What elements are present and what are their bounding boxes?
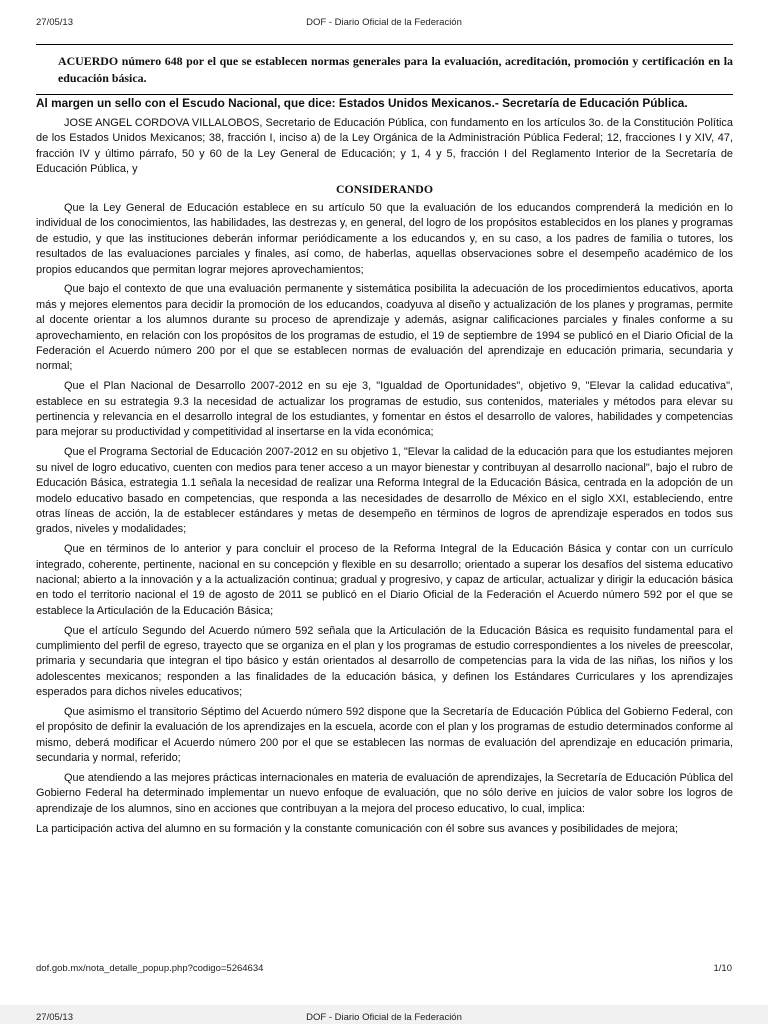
considerando-paragraph: Que el Programa Sectorial de Educación 2007-2012 en su objetivo 1, "Elevar la calidad de la educación para que los estudiantes mejoren su nivel de logro educativo, cuenten con medios para tener acceso a un mayor bienestar y contribuyan al desarrollo nacional", bajo el rubro de Educación Básica, estrategia 1.1 señala la necesidad de realizar una Reforma Integral de la Educación Básica, centrada en la adopción de un modelo educativo basado en competencias, que responda a las necesidades de desarrollo de México en el siglo XXI, estableciendo, entre otras líneas de acción, la de establecer estándares y metas de desempeño en términos de logros de aprendizaje esperados en todos sus grados, niveles y modalidades;	[36, 446, 733, 536]
considerando-paragraph: Que la Ley General de Educación establece en su artículo 50 que la evaluación de los educandos comprenderá la medición en lo individual de los conocimientos, las habilidades, las destrezas y, en general, del logro de los propósitos establecidos en los planes y programas de estudio, y que las instituciones deberán informar periódicamente a los educandos y, en su caso, a los padres de familia o tutores, los resultados de las evaluaciones parciales y finales, así como, de haberlas, aquellas observaciones sobre el desempeño académico de los propios educandos que permitan lograr mejores aprovechamientos;	[36, 202, 733, 276]
next-page-print-date: 27/05/13	[36, 1012, 73, 1023]
document-body	[36, 116, 733, 841]
considerando-paragraph: Que el Plan Nacional de Desarrollo 2007-2012 en su eje 3, "Igualdad de Oportunidades", objetivo 9, "Elevar la calidad educativa", establece en su estrategia 9.3 la necesidad de actualizar los programas de estudio, sus contenidos, materiales y métodos para elevar su pertinencia y relevancia en el desarrollo integral de los estudiantes, y fomentar en éstos el desarrollo de valores, habilidades y competencias para mejorar su productividad y competitividad al insertarse en la vida económica;	[36, 380, 733, 439]
print-header-title: DOF - Diario Oficial de la Federación	[306, 17, 462, 28]
next-page-header-title: DOF - Diario Oficial de la Federación	[306, 1012, 462, 1023]
seal-line: Al margen un sello con el Escudo Nacional, que dice: Estados Unidos Mexicanos.- Secretaría de Educación Pública.	[36, 96, 688, 110]
list-paragraph: La participación activa del alumno en su formación y la constante comunicación con él sobre sus avances y posibilidades de mejora;	[36, 822, 679, 835]
footer-url: dof.gob.mx/nota_detalle_popup.php?codigo=5264634	[36, 963, 264, 974]
page-number: 1/10	[713, 963, 732, 974]
document-title: ACUERDO número 648 por el que se establecen normas generales para la evaluación, acreditación, promoción y certificación en la educación básica.	[36, 44, 733, 95]
print-date: 27/05/13	[36, 17, 73, 28]
considerando-paragraph: Que atendiendo a las mejores prácticas internacionales en materia de evaluación de aprendizajes, la Secretaría de Educación Pública del Gobierno Federal ha determinado implementar un nuevo enfoque de evaluación, que no sólo derive en juicios de valor sobre los logros de aprendizaje de los alumnos, sino en acciones que contribuyan a la mejora del proceso educativo, lo cual, implica:	[36, 771, 733, 815]
considerando-paragraph: Que bajo el contexto de que una evaluación permanente y sistemática posibilita la adecuación de los procedimientos educativos, aporta más y mejores elementos para decidir la promoción de los educandos, coadyuva al diseño y actualización de los planes y programas, permite al docente orientar a los alumnos durante su proceso de aprendizaje y además, asignar calificaciones parciales y finales conforme a su aprovechamiento, en relación con los propósitos de los programas de estudio, el 19 de septiembre de 1994 se publicó en el Diario Oficial de la Federación el Acuerdo número 200 por el que se establecen normas de evaluación del aprendizaje en educación primaria, secundaria y normal;	[36, 283, 733, 373]
considerando-paragraph: Que en términos de lo anterior y para concluir el proceso de la Reforma Integral de la Educación Básica y contar con un currículo integrado, coherente, pertinente, nacional en su concepción y flexible en su desarrollo; orientado a superar los desafíos del sistema educativo nacional; abierto a la innovación y a la actualización continua; gradual y progresivo, y capaz de articular, actualizar y dirigir la educación básica en todo el territorio nacional el 19 de agosto de 2011 se publicó en el Diario Oficial de la Federación el Acuerdo número 592 por el que se establece la Articulación de la Educación Básica;	[36, 543, 733, 617]
considerando-paragraph: Que el artículo Segundo del Acuerdo número 592 señala que la Articulación de la Educación Básica es requisito fundamental para el cumplimiento del perfil de egreso, trayecto que se organiza en el plan y los programas de estudio correspondientes a los niveles de preescolar, primaria y secundaria que integran el tipo básico y están orientados al desarrollo de competencias para la vida de las niñas, los niños y los adolescentes mexicanos; responden a las finalidades de la educación básica, y definen los Estándares Curriculares y los aprendizajes esperados para dichos niveles educativos;	[36, 624, 733, 699]
considerando-paragraph: Que asimismo el transitorio Séptimo del Acuerdo número 592 dispone que la Secretaría de Educación Pública del Gobierno Federal, con el propósito de definir la evaluación de los aprendizajes en la escuela, acorde con el plan y los programas de estudio determinados conforme al mismo, deberá modificar el Acuerdo número 200 por el que se establecen las normas de evaluación del aprendizaje en educación primaria, secundaria y normal, referido;	[36, 705, 733, 765]
section-heading: CONSIDERANDO	[335, 182, 433, 197]
intro-paragraph: JOSE ANGEL CORDOVA VILLALOBOS, Secretario de Educación Pública, con fundamento en los artículos 3o. de la Constitución Política de los Estados Unidos Mexicanos; 38, fracción I, inciso a) de la Ley Orgánica de la Administración Pública Federal; 12, fracciones I y XIV, 47, fracción IV y último párrafo, 50 y 60 de la Ley General de Educación; y 1, 4 y 5, fracción I del Reglamento Interior de la Secretaría de Educación Pública, y	[36, 117, 733, 176]
